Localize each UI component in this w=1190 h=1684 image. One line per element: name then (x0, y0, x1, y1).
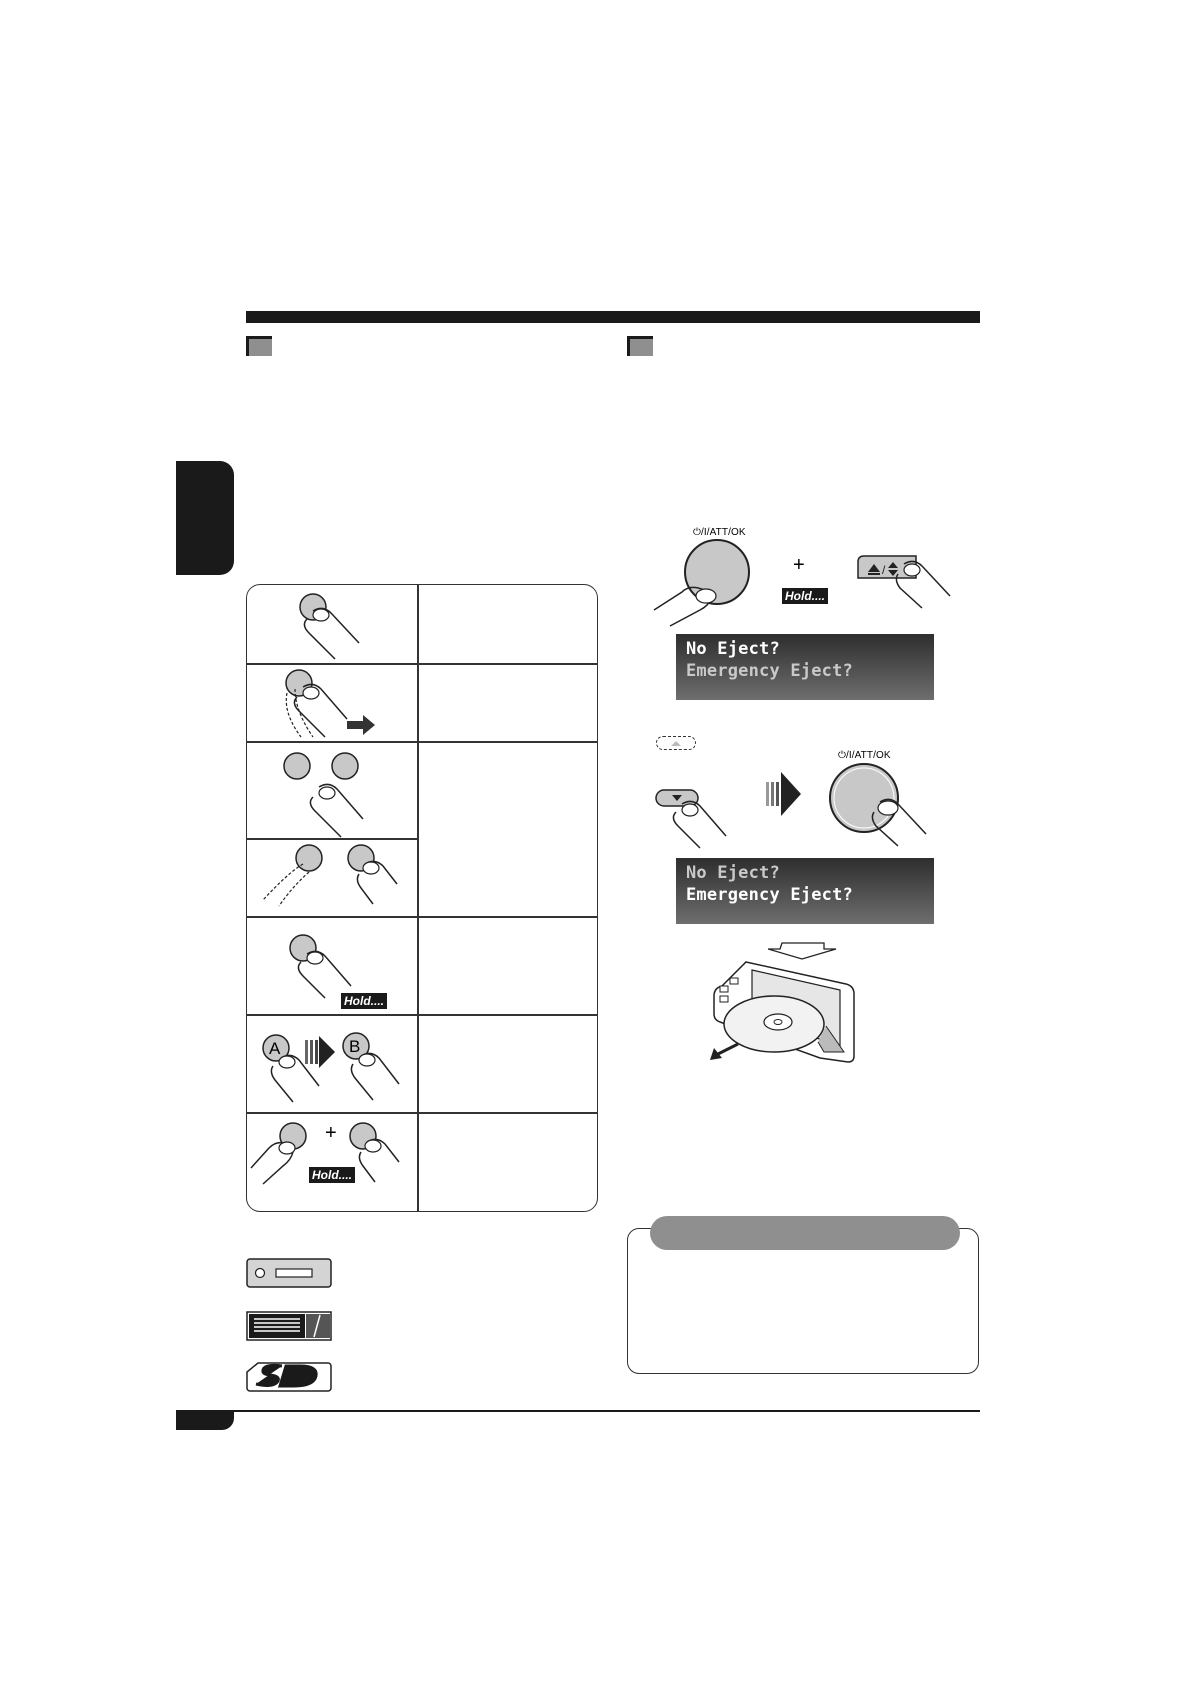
disc-eject-illustration (706, 956, 872, 1080)
next-step-arrow (766, 770, 802, 818)
press-a-then-b-illustration (247, 1014, 417, 1112)
hold-label: Hold.... (341, 993, 387, 1009)
language-tab (176, 461, 234, 575)
plus-sign: + (793, 554, 805, 576)
page-number-tab (176, 1410, 234, 1430)
press-button-illustration (247, 585, 417, 663)
switch-button-illustration (247, 838, 417, 916)
plus-sign: + (325, 1122, 337, 1144)
hold-label: Hold.... (782, 588, 828, 604)
remote-icon (246, 1311, 332, 1341)
button-a-label: A (269, 1039, 281, 1058)
eject-button[interactable] (850, 552, 960, 612)
hold-button-illustration (247, 916, 417, 1014)
display-line-no-eject: No Eject? (686, 639, 780, 659)
note-box-header (650, 1216, 960, 1250)
up-button-outline (656, 736, 696, 750)
footer-rule (176, 1410, 980, 1412)
table-column-divider (417, 585, 419, 1211)
sd-card-icon (246, 1362, 332, 1392)
power-att-ok-knob[interactable] (826, 760, 936, 848)
display-emergency-eject-selected (676, 858, 934, 924)
unit-icon (246, 1258, 332, 1288)
slide-button-illustration (247, 663, 417, 741)
header-rule (246, 311, 980, 323)
section-marker-right (627, 336, 653, 356)
button-b-label: B (349, 1037, 361, 1056)
power-att-ok-knob[interactable] (650, 538, 760, 628)
display-line-no-eject: No Eject? (686, 863, 780, 883)
display-no-eject-selected (676, 634, 934, 700)
select-button-illustration (247, 741, 417, 838)
down-button[interactable] (654, 786, 734, 852)
hold-label: Hold.... (309, 1167, 355, 1183)
display-line-emergency-eject: Emergency Eject? (686, 661, 853, 681)
section-marker-left (246, 336, 272, 356)
power-att-ok-label: ⏻/I/ATT/OK (838, 750, 891, 761)
power-att-ok-label: ⏻/I/ATT/OK (693, 527, 746, 538)
button-operations-table (246, 584, 598, 1212)
svg-text:/: / (882, 563, 886, 577)
display-line-emergency-eject: Emergency Eject? (686, 885, 853, 905)
